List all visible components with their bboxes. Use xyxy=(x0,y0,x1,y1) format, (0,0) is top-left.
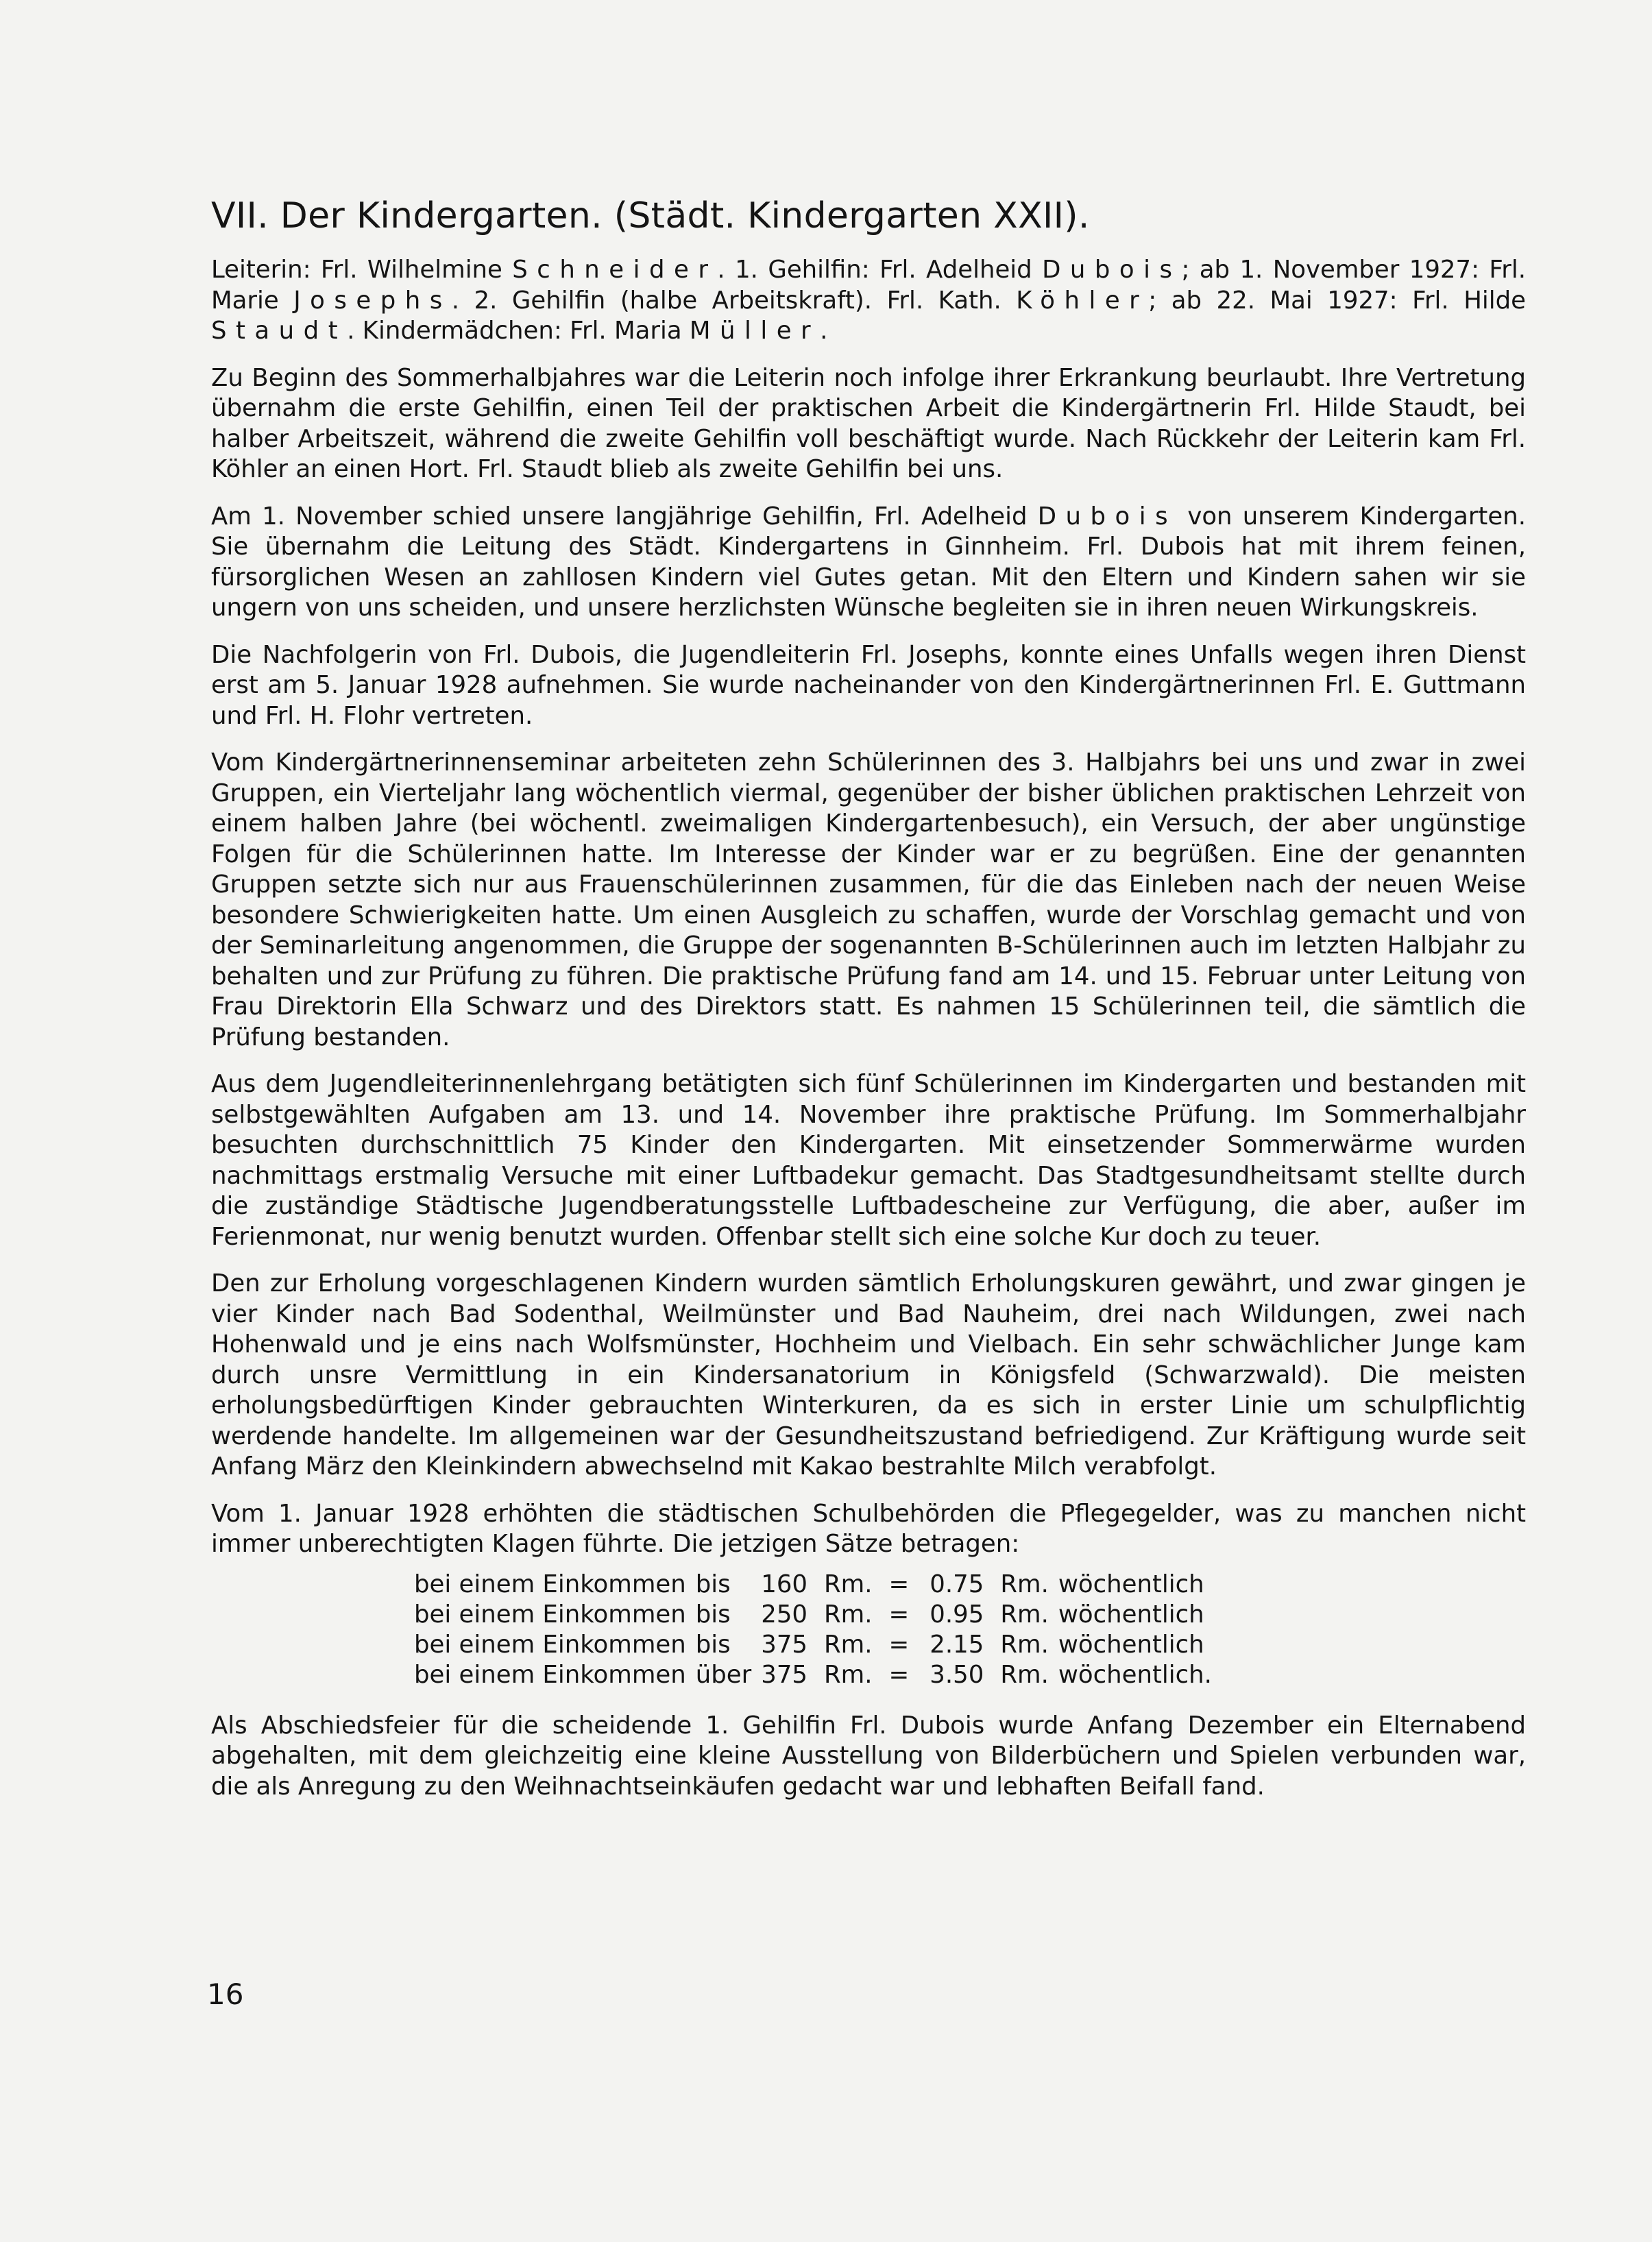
abschied-paragraph: Als Abschiedsfeier für die scheidende 1. Gehilfin Frl. Dubois wurde Anfang Dezember ein Elternabend abgehalten, mit dem gleichzeitig eine kleine Ausstellung von Bilderbüchern und Spielen verbunden war, die als Anregung zu den Weihnachtseinkäufen gedacht war und lebhaften Beifall fand. xyxy=(211,1711,1526,1801)
rates-table xyxy=(414,1570,1222,1690)
rate-unit: Rm. xyxy=(824,1630,873,1659)
rate-value: 0.95 xyxy=(930,1600,984,1629)
staff-text-4: . 2. Gehilfin (halbe Arbeitskraft). Frl. Kath. xyxy=(451,286,1017,315)
rate-amount: 375 xyxy=(761,1660,807,1689)
rate-unit2: Rm. xyxy=(1000,1630,1049,1659)
dubois-text-after: von unserem Kindergarten. Sie übernahm die Leitung des Städt. Kindergartens in Ginnheim. Frl. Dubois hat mit ihrem feinen, fürsorglichen Wesen an zahllosen Kindern viel Gutes getan. Mit den Eltern und Kindern sahen wir sie ungern von uns scheiden, und unsere herzlichsten Wünsche begleiten sie in ihren neuen Wirkungskreis. xyxy=(211,502,1526,622)
staff-text-6: . Kindermädchen: Frl. Maria xyxy=(347,317,690,345)
rate-prefix: bei einem Einkommen xyxy=(414,1570,686,1598)
page-number: 16 xyxy=(207,1977,244,2011)
staff-text-5: ; ab 22. Mai 1927: Frl. Hilde xyxy=(1148,286,1527,315)
rates-row xyxy=(414,1570,1222,1600)
staff-text-3: ; ab 1. November 1927: Frl. Marie xyxy=(211,256,1526,315)
rate-relation: bis xyxy=(695,1630,731,1659)
staff-text-7: . xyxy=(820,317,828,345)
erholung-paragraph: Den zur Erholung vorgeschlagenen Kindern wurden sämtlich Erholungskuren gewährt, und zwar gingen je vier Kinder nach Bad Sodenthal, Weilmünster und Bad Nauheim, drei nach Wildungen, zwei nach Hohenwald und je eins nach Wolfsmünster, Hochheim und Vielbach. Ein sehr schwächlicher Junge kam durch unsre Vermittlung in ein Kindersanatorium in Königsfeld (Schwarzwald). Die meisten erholungsbedürftigen Kinder gebrauchten Winterkuren, da es sich in erster Linie um schulpflichtig werdende handelte. Im allgemeinen war der Gesundheitszustand befriedigend. Zur Kräftigung wurde seit Anfang März den Kleinkindern abwechselnd mit Kakao bestrahlte Milch verabfolgt. xyxy=(211,1269,1526,1481)
dubois-paragraph xyxy=(211,502,1526,624)
rate-equals: = xyxy=(888,1570,910,1598)
rate-equals: = xyxy=(888,1660,910,1689)
nachfolgerin-paragraph: Die Nachfolgerin von Frl. Dubois, die Jugendleiterin Frl. Josephs, konnte eines Unfalls wegen ihren Dienst erst am 5. Januar 1928 aufnehmen. Sie wurde nacheinander von den Kindergärtnerinnen Frl. E. Guttmann und Frl. H. Flohr vertreten. xyxy=(211,640,1526,730)
rate-amount: 250 xyxy=(761,1600,807,1629)
staff-name-mueller: Müller xyxy=(689,317,821,345)
rate-unit: Rm. xyxy=(824,1570,873,1598)
pflegegelder-paragraph: Vom 1. Januar 1928 erhöhten die städtischen Schulbehörden die Pflegegelder, was zu manchen nicht immer unberechtigten Klagen führte. Die jetzigen Sätze betragen: xyxy=(211,1499,1526,1558)
rate-prefix: bei einem Einkommen xyxy=(414,1630,686,1659)
rate-unit: Rm. xyxy=(824,1600,873,1629)
staff-text-1: Leiterin: Frl. Wilhelmine xyxy=(211,256,513,284)
rate-prefix: bei einem Einkommen xyxy=(414,1660,686,1689)
rates-row xyxy=(414,1630,1222,1660)
staff-name-schneider: Schneider xyxy=(512,256,718,284)
rate-equals: = xyxy=(888,1600,910,1629)
rate-relation: bis xyxy=(695,1570,731,1598)
rate-amount: 160 xyxy=(761,1570,807,1598)
staff-name-josephs: Josephs xyxy=(293,286,452,315)
seminar-paragraph: Vom Kindergärtnerinnenseminar arbeiteten zehn Schülerinnen des 3. Halbjahrs bei uns und zwar in zwei Gruppen, ein Vierteljahr lang wöchentlich viermal, gegenüber der bisher üblichen praktischen Lehrzeit von einem halben Jahre (bei wöchentl. zweimaligen Kindergartenbesuch), ein Versuch, der aber ungünstige Folgen für die Schülerinnen hatte. Im Interesse der Kinder war er zu begrüßen. Eine der genannten Gruppen setzte sich nur aus Frauenschülerinnen zusammen, für die das Einleben nach der neuen Weise besondere Schwierigkeiten hatte. Um einen Ausgleich zu schaffen, wurde der Vorschlag gemacht und von der Seminarleitung angenommen, die Gruppe der sogenannten B-Schülerinnen auch im letzten Halbjahr zu behalten und zur Prüfung zu führen. Die praktische Prüfung fand am 14. und 15. Februar unter Leitung von Frau Direktorin Ella Schwarz und des Direktors statt. Es nahmen 15 Schülerinnen teil, die sämtlich die Prüfung bestanden. xyxy=(211,748,1526,1051)
jugendleiterinnen-paragraph: Aus dem Jugendleiterinnenlehrgang betätigten sich fünf Schülerinnen im Kindergarten und bestanden mit selbstgewählten Aufgaben am 13. und 14. November ihre praktische Prüfung. Im Sommerhalbjahr besuchten durchschnittlich 75 Kinder den Kindergarten. Mit einsetzender Sommerwärme wurden nachmittags erstmalig Versuche mit einer Luftbadekur gemacht. Das Stadtgesundheitsamt stellte durch die zuständige Städtische Jugendberatungsstelle Luftbadescheine zur Verfügung, die aber, außer im Ferienmonat, nur wenig benutzt wurden. Offenbar stellt sich eine solche Kur doch zu teuer. xyxy=(211,1070,1526,1251)
rates-row xyxy=(414,1600,1222,1630)
rate-unit2: Rm. xyxy=(1000,1570,1049,1598)
dubois-name: Dubois xyxy=(1037,502,1178,531)
rate-period: wöchentlich. xyxy=(1058,1660,1212,1689)
rate-prefix: bei einem Einkommen xyxy=(414,1600,686,1629)
rate-relation: bis xyxy=(695,1600,731,1629)
rate-equals: = xyxy=(888,1630,910,1659)
section-heading: VII. Der Kindergarten. (Städt. Kindergarten XXII). xyxy=(211,195,1090,236)
rate-unit2: Rm. xyxy=(1000,1600,1049,1629)
staff-name-staudt: Staudt xyxy=(211,317,348,345)
staff-paragraph xyxy=(211,255,1526,347)
rate-relation: über xyxy=(695,1660,752,1689)
rate-period: wöchentlich xyxy=(1058,1630,1204,1659)
dubois-text-before: Am 1. November schied unsere langjährige Gehilfin, Frl. Adelheid xyxy=(211,502,1038,531)
staff-name-koehler: Köhler xyxy=(1016,286,1149,315)
rate-value: 3.50 xyxy=(930,1660,984,1689)
rate-value: 2.15 xyxy=(930,1630,984,1659)
staff-text-2: . 1. Gehilfin: Frl. Adelheid xyxy=(717,256,1043,284)
rate-unit: Rm. xyxy=(824,1660,873,1689)
rate-value: 0.75 xyxy=(930,1570,984,1598)
staff-name-dubois: Dubois xyxy=(1042,256,1182,284)
rate-unit2: Rm. xyxy=(1000,1660,1049,1689)
rates-row xyxy=(414,1660,1222,1690)
page-content xyxy=(211,192,1526,1818)
rate-amount: 375 xyxy=(761,1630,807,1659)
rate-period: wöchentlich xyxy=(1058,1600,1204,1629)
rate-period: wöchentlich xyxy=(1058,1570,1204,1598)
vertretung-paragraph: Zu Beginn des Sommerhalbjahres war die Leiterin noch infolge ihrer Erkrankung beurlaubt. Ihre Vertretung übernahm die erste Gehilfin, einen Teil der praktischen Arbeit die Kindergärtnerin Frl. Hilde Staudt, bei halber Arbeitszeit, während die zweite Gehilfin voll beschäftigt wurde. Nach Rückkehr der Leiterin kam Frl. Köhler an einen Hort. Frl. Staudt blieb als zweite Gehilfin bei uns. xyxy=(211,363,1526,483)
